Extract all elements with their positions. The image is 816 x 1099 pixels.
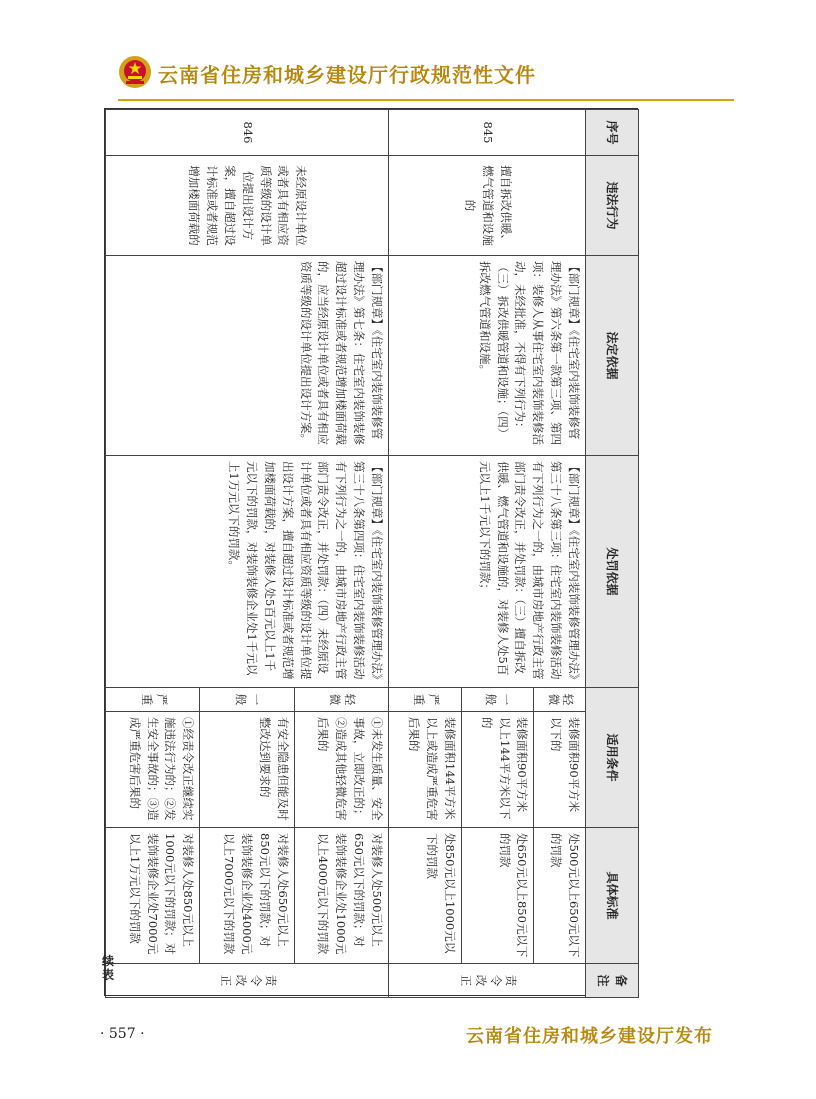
header-seq: 序号 [585, 110, 638, 156]
level-label: 轻微 [328, 693, 358, 706]
row-845-note [388, 964, 585, 998]
level-label: 一般 [233, 693, 263, 706]
national-emblem-icon [118, 55, 152, 89]
row-846-cond-general: 有安全隐患但能及时整改达到要求的 [200, 712, 294, 828]
publisher-footer: 云南省住房和城乡建设厅发布 [466, 1026, 713, 1047]
header-std: 具体标准 [585, 828, 638, 964]
row-846-cond-light: ①未发生质量、安全事故，立即改正的；②造成其他轻微危害后果的 [294, 712, 388, 828]
row-846-act: 未经原设计单位或者具有相应资质等级的设计单位提出设计方案，擅自超过设计标准或者规范增加楼面荷载的 [106, 156, 389, 256]
row-845-seq: 845 [388, 110, 585, 156]
row-845-std-general: 处650元以上850元以下的罚款 [461, 828, 534, 964]
row-846-seq: 846 [106, 110, 389, 156]
header-divider [118, 99, 734, 101]
row-846-penalty: 【部门规章】《住宅室内装饰装修管理办法》第三十八条第四项：住宅室内装饰装修活动有下列行为之一的，由城市房地产行政主管部门责令改正，并处罚款：（四）未经原设计单位或者具有相应资质等级的设计单位提出设计方案，擅自超过设计标准或者规范增加楼面荷载的，对装修人处5百元以上1千元以下的罚款，对装饰装修企业处1千元以上1万元以下的罚款。 [106, 456, 389, 688]
table-header-row [585, 110, 638, 998]
row-845-std-light: 处500元以上650元以下的罚款 [534, 828, 585, 964]
header-act: 违法行为 [585, 156, 638, 256]
level-label: 严重 [139, 693, 169, 706]
row-845-level-serious [388, 688, 461, 712]
row-846-note [106, 964, 389, 998]
row-845-law: 【部门规章】《住宅室内装饰装修管理办法》第六条第一款第三项、第四项：装修人从事住宅室内装饰装修活动，未经批准，不得有下列行为：（三）拆改供暖管道和设施；（四）拆改燃气管道和设施。 [388, 256, 585, 456]
level-label: 严重 [411, 693, 441, 706]
header-law: 法定依据 [585, 256, 638, 456]
row-846-std-general: 对装修人处650元以上850元以下的罚款；对装饰装修企业处4000元以上7000元以下的罚款 [200, 828, 294, 964]
note-label: 责令改正 [458, 974, 518, 987]
header-note: 备注 [585, 964, 638, 998]
row-845-act: 擅自拆改供暖、燃气管道和设施的 [388, 156, 585, 256]
table-row-846-light [294, 110, 388, 998]
table-row-845-light [534, 110, 585, 998]
row-846-law: 【部门规章】《住宅室内装饰装修管理办法》第七条：住宅室内装饰装修超过设计标准或者规范增加楼面荷载的，应当经原设计单位或者具有相应资质等级的设计单位提出设计方案。 [106, 256, 389, 456]
penalty-standards-table [105, 109, 639, 998]
row-845-cond-general: 装修面积90平方米以上144平方米以下的 [461, 712, 534, 828]
row-845-cond-serious: 装修面积144平方米以上或造成严重危害后果的 [388, 712, 461, 828]
row-846-std-serious: 对装修人处850元以上1000元以下的罚款；对装饰装修企业处7000元以上1万元以下的罚款 [106, 828, 200, 964]
note-label: 责令改正 [218, 974, 278, 987]
continued-label-text: 续表 [101, 954, 114, 983]
rotated-table-container [105, 109, 639, 997]
row-846-cond-serious: ①经责令改正继续实施违法行为的；②发生安全事故的；③造成严重危害后果的 [106, 712, 200, 828]
level-label: 轻微 [546, 693, 576, 706]
header-cond: 适用条件 [585, 688, 638, 828]
level-label: 一般 [484, 693, 514, 706]
header-penalty: 处罚依据 [585, 456, 638, 688]
row-846-std-light: 对装修人处500元以上650元以下的罚款；对装饰装修企业处1000元以上4000元以下的罚款 [294, 828, 388, 964]
row-845-cond-light: 装修面积90平方米以下的 [534, 712, 585, 828]
document-header [118, 55, 758, 95]
row-845-level-general [461, 688, 534, 712]
penalty-table-frame [104, 108, 638, 996]
row-845-std-serious: 处850元以上1000元以下的罚款 [388, 828, 461, 964]
document-header-title: 云南省住房和城乡建设厅行政规范性文件 [158, 63, 536, 87]
continued-table-label [98, 954, 118, 983]
row-845-penalty: 【部门规章】《住宅室内装饰装修管理办法》第三十八条第三项：住宅室内装饰装修活动有下列行为之一的，由城市房地产行政主管部门责令改正，并处罚款：（三）擅自拆改供暖、燃气管道和设施的，对装修人处5百元以上1千元以下的罚款； [388, 456, 585, 688]
row-846-level-general [200, 688, 294, 712]
page-number: · 557 · [100, 1026, 145, 1042]
row-845-level-light [534, 688, 585, 712]
row-846-level-light [294, 688, 388, 712]
row-846-level-serious [106, 688, 200, 712]
